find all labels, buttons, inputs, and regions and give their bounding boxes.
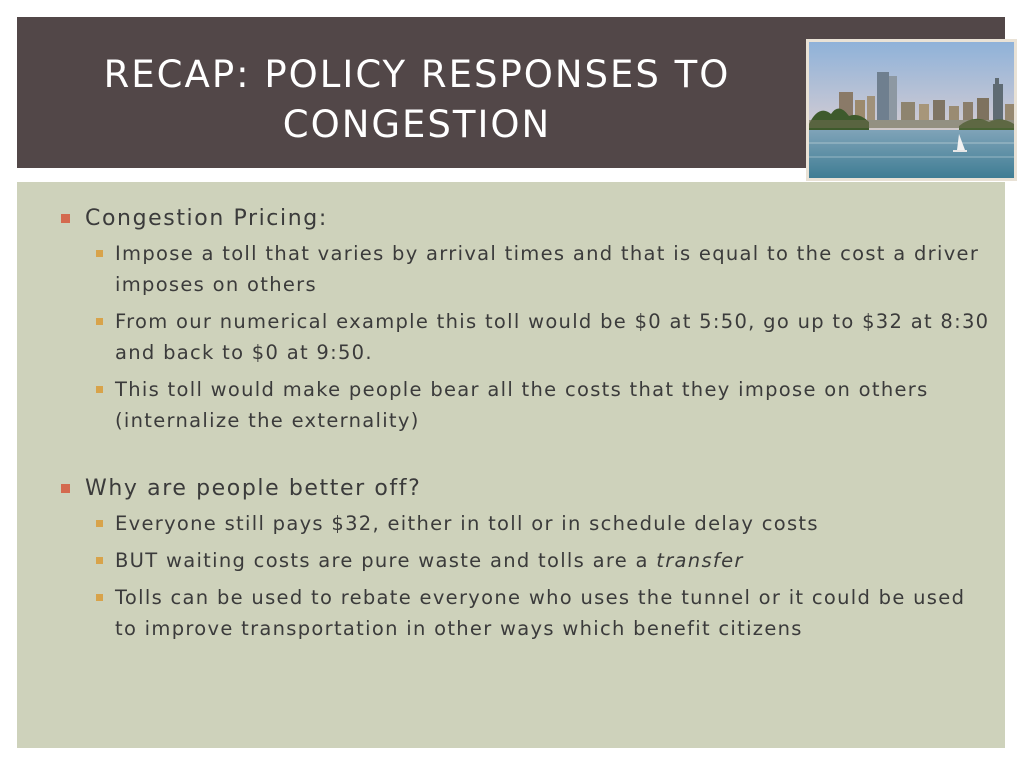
sub-bullet-marker-icon [96, 520, 103, 527]
emphasis-text: transfer [656, 549, 744, 572]
sub-bullet-marker-icon [96, 557, 103, 564]
section-congestion-pricing [57, 204, 992, 436]
title-bar [17, 17, 1005, 168]
list-item: Tolls can be used to rebate everyone who uses the tunnel or it could be used to improve transportation in other ways which benefit citizens [85, 582, 992, 644]
sub-bullet-list [85, 508, 992, 644]
sub-bullet-marker-icon [96, 386, 103, 393]
bullet-marker-icon [61, 214, 70, 223]
sub-bullet-marker-icon [96, 250, 103, 257]
section-why-better-off [57, 474, 992, 644]
skyline-image [809, 42, 1014, 178]
sub-bullet-list [85, 238, 992, 436]
bullet-marker-icon [61, 484, 70, 493]
list-item: This toll would make people bear all the costs that they impose on others (internalize the externality) [85, 374, 992, 436]
list-item: BUT waiting costs are pure waste and tolls are a transfer [85, 545, 992, 576]
sub-bullet-marker-icon [96, 318, 103, 325]
list-item: Everyone still pays $32, either in toll or in schedule delay costs [85, 508, 992, 539]
city-skyline-photo [806, 39, 1017, 181]
list-item: From our numerical example this toll would be $0 at 5:50, go up to $32 at 8:30 and back to $0 at 9:50. [85, 306, 992, 368]
sub-bullet-marker-icon [96, 594, 103, 601]
bullet-list [57, 204, 992, 650]
section-heading: Congestion Pricing: [85, 206, 328, 231]
slide-content [17, 182, 1005, 748]
list-item: Impose a toll that varies by arrival times and that is equal to the cost a driver imposes on others [85, 238, 992, 300]
slide-title: RECAP: POLICY RESPONSES TO CONGESTION [103, 53, 731, 146]
section-heading: Why are people better off? [85, 476, 422, 501]
